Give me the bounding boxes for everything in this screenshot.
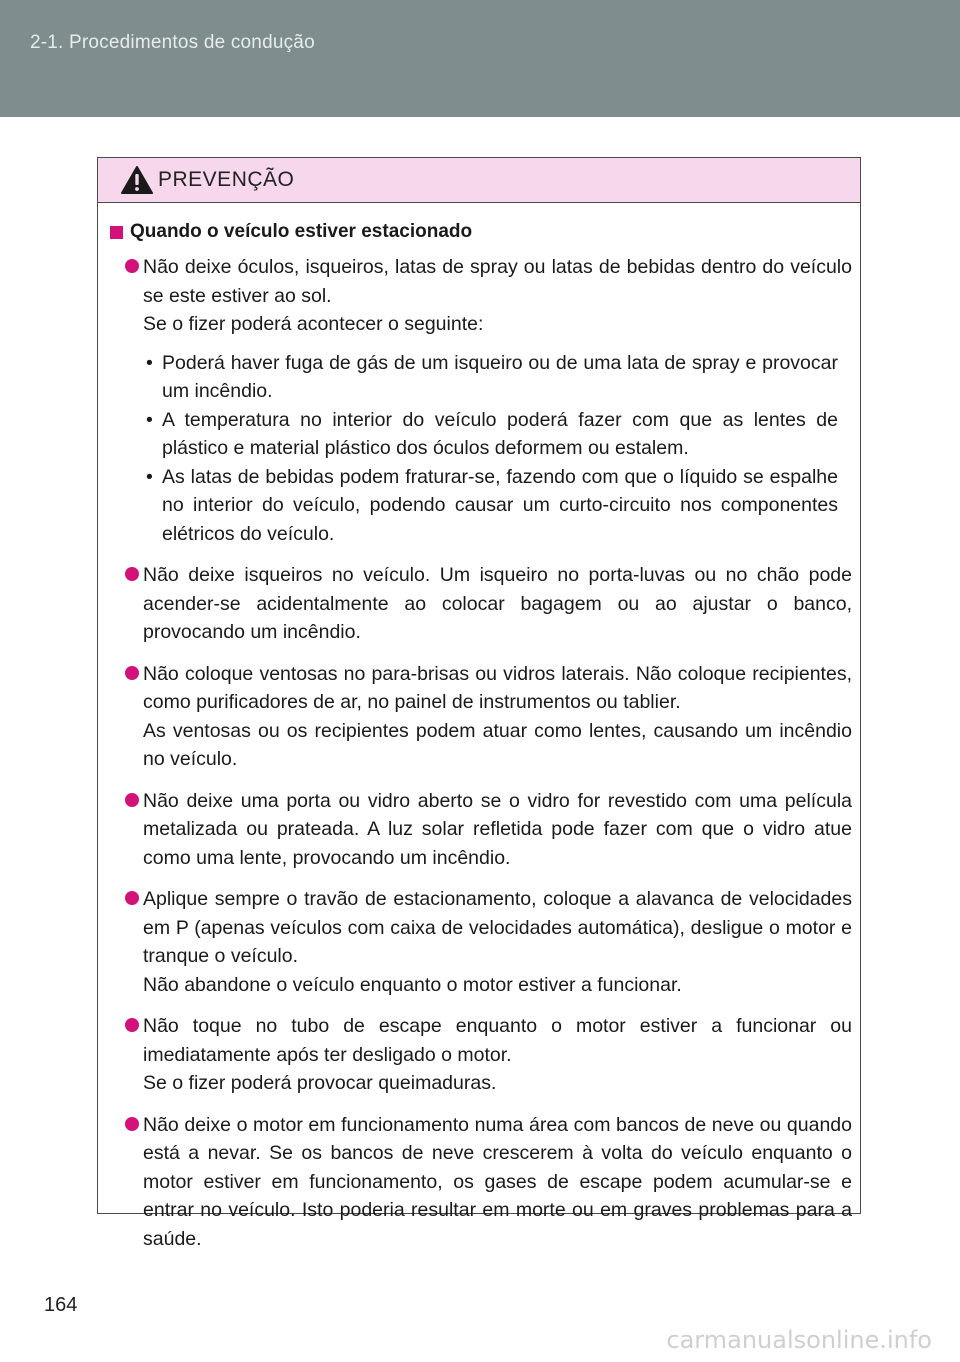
item-paragraph: Não deixe uma porta ou vidro aberto se o vidro for revestido com uma película metalizada ou prateada. A luz solar refletida pode fazer com que o vidro atue como uma lente, provocando um incêndio. <box>143 789 852 869</box>
bullet-icon <box>125 1018 139 1032</box>
item-paragraph: Aplique sempre o travão de estacionamento, coloque a alavanca de velocidades em P (apenas veículos com caixa de velocidades automática), desligue o motor e tranque o veículo. <box>143 888 852 967</box>
bullet-icon <box>125 1117 139 1131</box>
warning-subheading <box>110 221 852 243</box>
item-paragraph: Não deixe o motor em funcionamento numa área com bancos de neve ou quando está a nevar. Se os bancos de neve crescerem à volta do veículo enquanto o motor estiver em funcionamento, os gases de escape podem acumular-se e entrar no veículo. Isto poderia resultar em morte ou em graves problemas para a saúde. <box>143 1113 852 1250</box>
header-band <box>0 0 960 117</box>
bullet-icon <box>125 259 139 273</box>
warning-box <box>97 157 861 1250</box>
page-number: 164 <box>44 1294 78 1316</box>
item-paragraph: Não deixe isqueiros no veículo. Um isqueiro no porta-luvas ou no chão pode acender-se acidentalmente ao colocar bagagem ou ao ajustar o banco, provocando um incêndio. <box>143 564 852 643</box>
warning-header <box>98 158 860 203</box>
warning-item <box>110 660 852 774</box>
bullet-icon <box>125 891 139 905</box>
item-paragraph: Se o fizer poderá provocar queimaduras. <box>143 1072 497 1094</box>
warning-item <box>110 1012 852 1098</box>
warning-item <box>110 787 852 873</box>
warning-title: PREVENÇÃO <box>158 168 295 191</box>
subheading-text: Quando o veículo estiver estacionado <box>130 221 473 242</box>
sub-list-item <box>143 349 838 406</box>
warning-item <box>110 561 852 647</box>
sub-item-text: As latas de bebidas podem fraturar-se, fazendo com que o líquido se espalhe no interior do veículo, podendo causar um curto-circuito nos componentes elétricos do veículo. <box>162 465 838 545</box>
warning-item <box>110 1111 852 1254</box>
item-paragraph: Não abandone o veículo enquanto o motor estiver a funcionar. <box>143 973 682 996</box>
item-paragraph: Não toque no tubo de escape enquanto o motor estiver a funcionar ou imediatamente após ter desligado o motor. <box>143 1015 852 1066</box>
dot-icon: • <box>146 351 153 374</box>
sub-item-text: A temperatura no interior do veículo poderá fazer com que as lentes de plástico e material plástico dos óculos deformem ou estalem. <box>162 408 838 459</box>
section-title: 2-1. Procedimentos de condução <box>30 32 315 53</box>
item-paragraph: Se o fizer poderá acontecer o seguinte: <box>143 313 484 335</box>
dot-icon: • <box>146 408 153 431</box>
sub-list-item <box>143 406 838 463</box>
square-bullet-icon <box>110 226 123 239</box>
bullet-icon <box>125 666 139 680</box>
warning-triangle-icon <box>120 165 154 195</box>
bullet-icon <box>125 793 139 807</box>
bullet-icon <box>125 567 139 581</box>
warning-item <box>110 885 852 999</box>
sub-item-text: Poderá haver fuga de gás de um isqueiro ou de uma lata de spray e provocar um incêndio. <box>162 351 838 402</box>
dot-icon: • <box>146 465 153 488</box>
warning-item <box>110 253 852 548</box>
item-paragraph: As ventosas ou os recipientes podem atuar como lentes, causando um incêndio no veículo. <box>143 719 852 770</box>
sub-list-item <box>143 463 838 549</box>
warning-body <box>98 203 860 1253</box>
item-paragraph: Não coloque ventosas no para-brisas ou vidros laterais. Não coloque recipientes, como purificadores de ar, no painel de instrumentos ou tablier. <box>143 662 852 713</box>
item-paragraph: Não deixe óculos, isqueiros, latas de spray ou latas de bebidas dentro do veículo se este estiver ao sol. <box>143 256 852 307</box>
sub-list <box>143 349 852 549</box>
watermark-text: carmanualsonline.info <box>666 1326 932 1354</box>
